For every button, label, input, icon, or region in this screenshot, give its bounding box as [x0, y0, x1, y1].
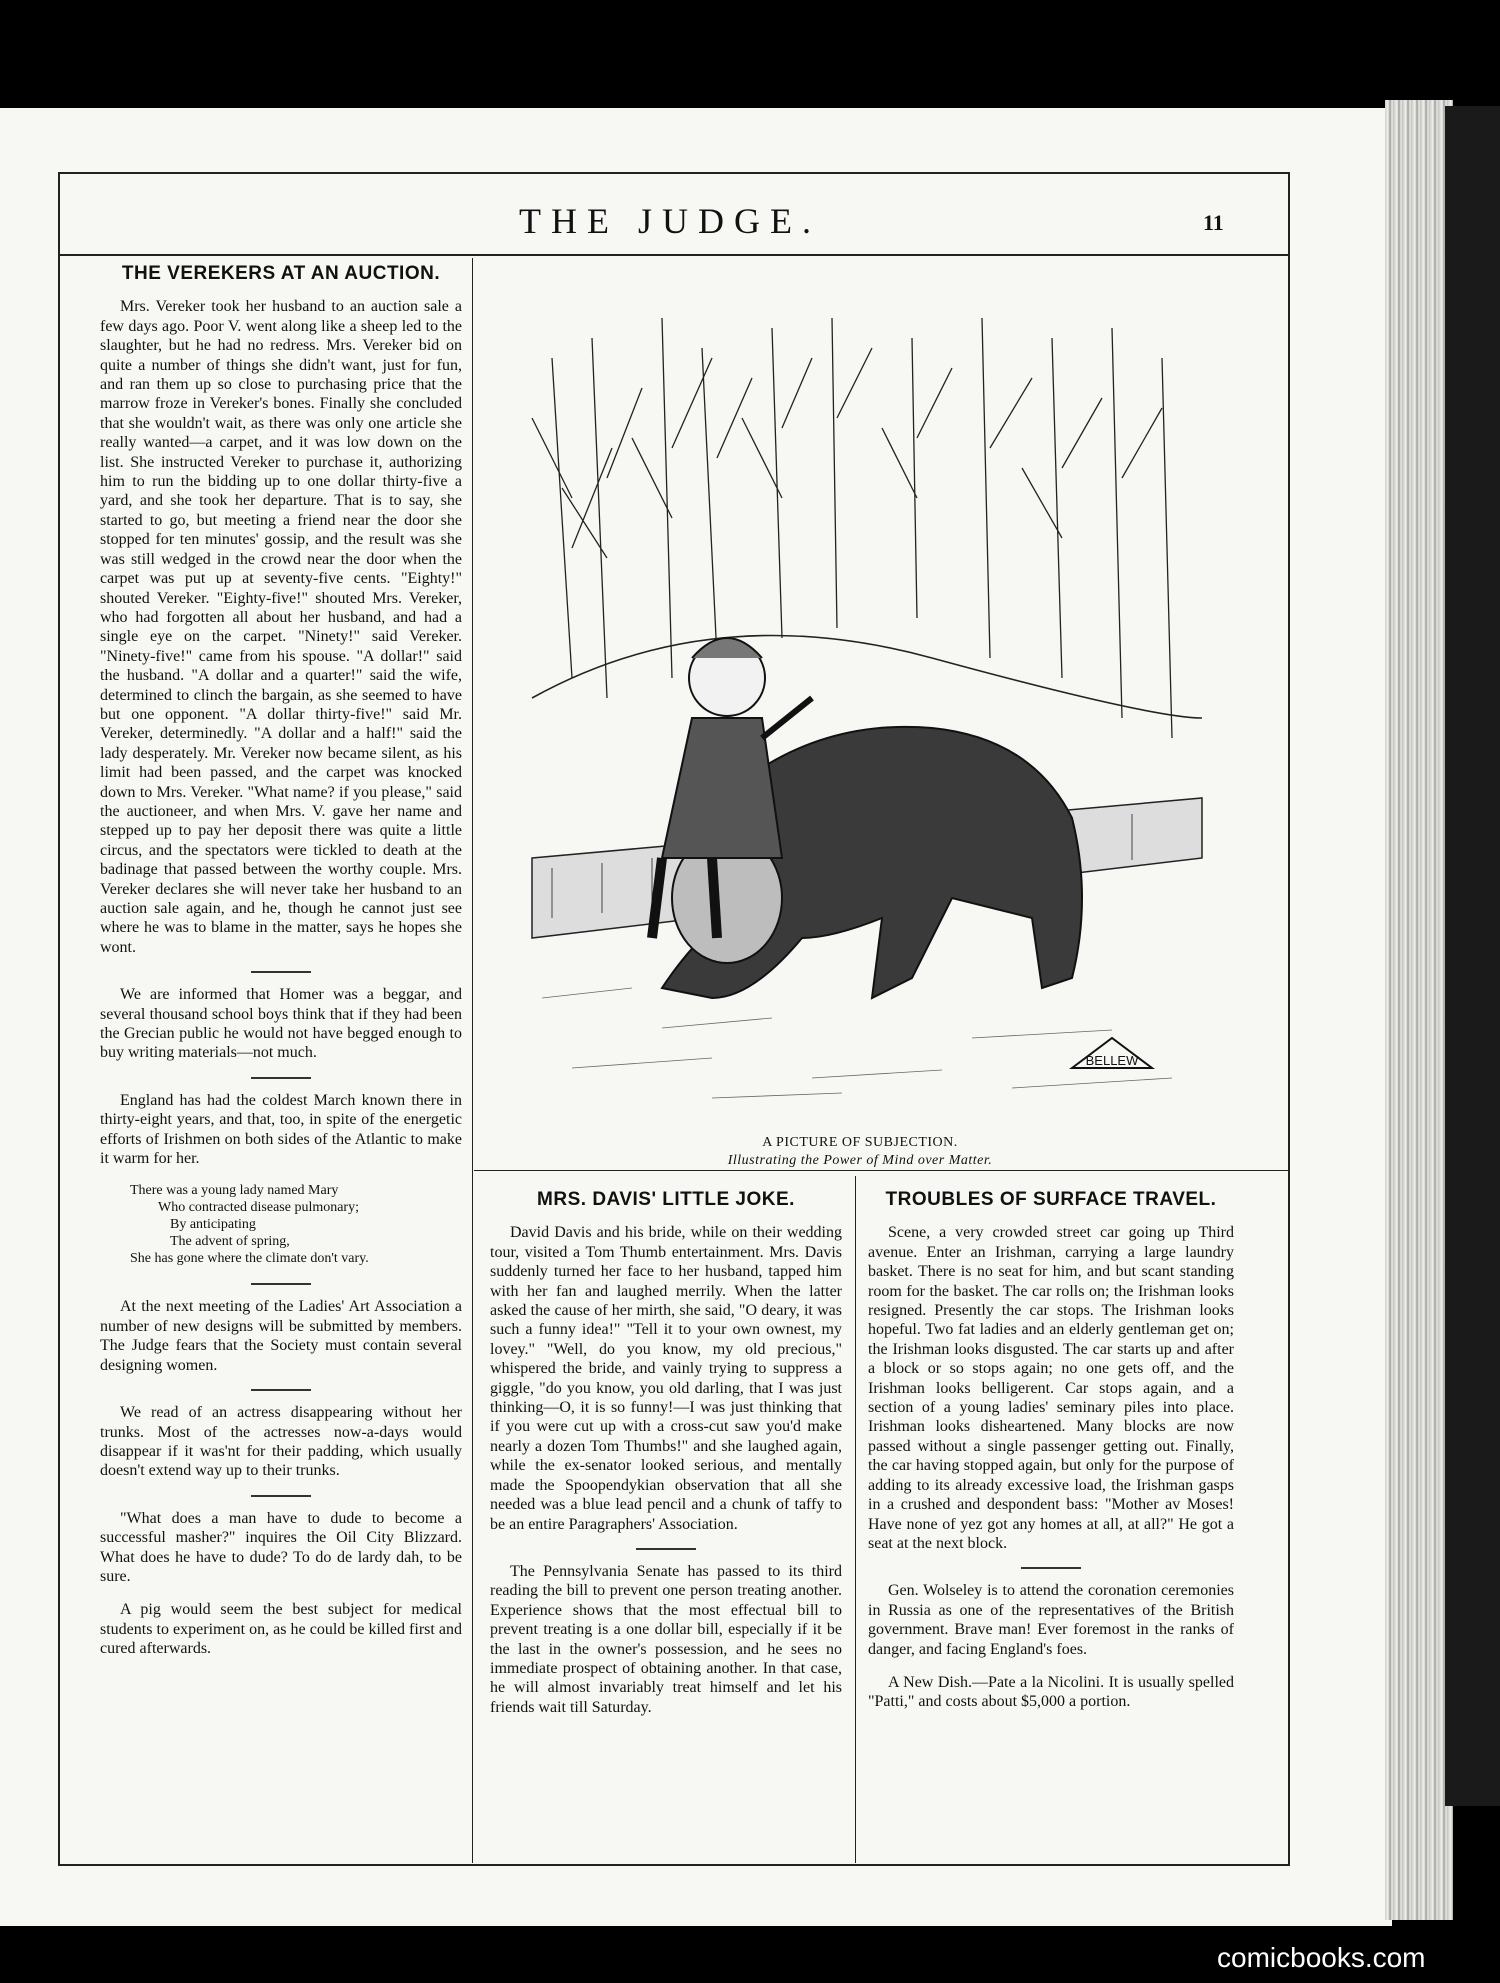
page-number: 11 — [1203, 210, 1224, 235]
ladies-paragraph: At the next meeting of the Ladies' Art Association a number of new designs will be submitted by members. The Judge fears that the Society must contain several designing women. — [100, 1298, 462, 1374]
masthead-rule — [58, 254, 1288, 256]
wolseley-paragraph: Gen. Wolseley is to attend the coronation ceremonies in Russia as one of the representatives of the British government. Brave man! Ever foremost in the ranks of danger, and facing England's foes. — [868, 1582, 1234, 1658]
verse-line: Who contracted disease pulmonary; — [158, 1200, 359, 1216]
separator — [251, 1077, 311, 1079]
separator — [636, 1548, 696, 1550]
verse-line: There was a young lady named Mary — [130, 1183, 339, 1199]
column-rule-mid — [855, 1176, 856, 1863]
davis-heading: MRS. DAVIS' LITTLE JOKE. — [537, 1189, 795, 1210]
mary-verse — [130, 1182, 462, 1267]
surface-travel-story: Scene, a very crowded street car going up Third avenue. Enter an Irishman, carrying a large laundry basket. There is no seat for him, and but scant standing room for the basket. The car rolls on; the Irishman looks resigned. Presently the car stops. The Irishman looks hopeful. Two fat ladies and an elderly gentleman get on; the Irishman looks disgusted. The car starts up and after a block or so stops again; no one gets off, and the Irishman looks belligerent. Car stops again, and a section of a young ladies' seminary piles into place. Irishman looks disheartened. Many blocks are now passed without a single passenger getting out. Finally, the car having stopped again, but only for the purpose of adding to its already excessive load, the Irishman gasps in a crushed and despondent bass: "Mother av Moses! Have none of yez got any homes at all, at all?" He got a seat at the next block. — [868, 1224, 1234, 1552]
masthead-title: THE JUDGE. — [519, 201, 821, 241]
middle-column — [490, 1190, 842, 1731]
dish-paragraph: A New Dish.—Pate a la Nicolini. It is usually spelled "Patti," and costs about $5,000 a portion. — [868, 1673, 1234, 1711]
davis-story: David Davis and his bride, while on their wedding tour, visited a Tom Thumb entertainment. Mrs. Davis suddenly turned her face to her husband, tapped him with her fan and laughed merrily. When the latter asked the cause of her mirth, she said, "O deary, it was such a funny idea!" "Tell it to your own ownest, my lovey." "Well, do you know, my old precious," whispered the bride, and vainly trying to suppress a giggle, "do you know, you old darling, that I was just thinking—O, it is so funny!—I was just thinking that if you were cut up with a cross-cut saw you'd make nearly a dozen Tom Thumbs!" and she laughed again, while the ex-senator looked serious, and mentally made the Spoopendykian observation that all she needed was a blue lead pencil and a chunk of taffy to be an entire Paragraphers' Association. — [490, 1224, 842, 1533]
separator — [251, 1283, 311, 1285]
verse-line: The advent of spring, — [170, 1234, 290, 1250]
subjection-illustration — [512, 298, 1208, 1108]
actress-paragraph: We read of an actress disappearing without her trunks. Most of the actresses now-a-days would disappear if it was'nt for their padding, which usually doesn't extend way up to their trunks. — [100, 1404, 462, 1480]
watermark-text: comicbooks.com — [1217, 1942, 1426, 1973]
verse-line: By anticipating — [170, 1217, 256, 1233]
book-spine — [1445, 106, 1500, 1806]
illustration-caption — [500, 1134, 1220, 1170]
right-column — [868, 1190, 1234, 1726]
column-rule-left — [472, 258, 473, 1863]
england-paragraph: England has had the coldest March known there in thirty-eight years, and that, too, in spite of the energetic efforts of Irishmen on both sides of the Atlantic to make it warm for her. — [100, 1091, 462, 1168]
illustration-bottom-rule — [474, 1170, 1288, 1171]
verekers-heading: THE VEREKERS AT AN AUCTION. — [121, 263, 441, 284]
surface-travel-heading: TROUBLES OF SURFACE TRAVEL. — [885, 1189, 1217, 1210]
pig-paragraph: A pig would seem the best subject for medical students to experiment on, as he could be killed first and cured afterwards. — [100, 1601, 462, 1658]
caption-subtitle: Illustrating the Power of Mind over Matter. — [727, 1153, 993, 1168]
separator — [251, 1389, 311, 1391]
homer-paragraph: We are informed that Homer was a beggar, and several thousand school boys think that if they had been the Grecian public he would not have begged enough to buy writing materials—not much. — [100, 986, 462, 1062]
caption-title: A PICTURE OF SUBJECTION. — [762, 1135, 958, 1150]
masher-paragraph: "What does a man have to dude to become a successful masher?" inquires the Oil City Blizzard. What does he have to dude? To do de lardy dah, to be sure. — [100, 1509, 462, 1585]
verekers-story: Mrs. Vereker took her husband to an auction sale a few days ago. Poor V. went along like a sheep led to the slaughter, but he had no redress. Mrs. Vereker bid on quite a number of things she didn't want, just for fun, and ran them up so close to purchasing price that the marrow froze in Vereker's bones. Finally she concluded that she wouldn't wait, as there was only one article she really wanted—a carpet, and it was low down on the list. She instructed Vereker to purchase it, authorizing him to run the bidding up to one dollar thirty-five a yard, and she took her departure. That is to say, she started to go, but meeting a friend near the door she stopped for ten minutes' gossip, and the result was she was still wedged in the crowd near the door when the carpet was put up at seventy-five cents. "Eighty!" shouted Vereker. "Eighty-five!" shouted Mrs. Vereker, who had forgotten all about her husband, and had a single eye on the carpet. "Ninety!" said Vereker. "Ninety-five!" came from his spouse. "A dollar!" said the husband. "A dollar and a quarter!" said the wife, determined to clinch the bargain, as she seemed to have but one opponent. "A dollar thirty-five!" said Mr. Vereker, determinedly. "A dollar and a half!" said the lady desperately. Mr. Vereker now became silent, as his limit had been passed, and the carpet was knocked down to Mrs. Vereker. "What name? if you please," said the auctioneer, and when Mrs. V. gave her name and stepped up to pay her deposit there was quite a little circus, and the spectators were tickled to death at the badinage that passed between the worthy couple. Mrs. Vereker declares she will never take her husband to an auction sale again, and he, though he cannot just see where he was to blame in the matter, says he hopes she wont. — [100, 298, 462, 956]
left-column — [100, 264, 462, 1673]
artist-signature: BELLEW — [1085, 1053, 1139, 1068]
verse-line: She has gone where the climate don't vary. — [130, 1251, 369, 1267]
page-edges — [1385, 100, 1453, 1920]
separator — [251, 1495, 311, 1497]
separator — [251, 971, 311, 973]
separator — [1021, 1567, 1081, 1569]
senate-paragraph: The Pennsylvania Senate has passed to its third reading the bill to prevent one person treating another. Experience shows that the most effectual bill to prevent treating is a one dollar bill, especially if it be the last in the owner's possession, and he sees no immediate prospect of obtaining another. In that case, he will almost invariably treat himself and let his friends wait till Saturday. — [490, 1562, 842, 1716]
